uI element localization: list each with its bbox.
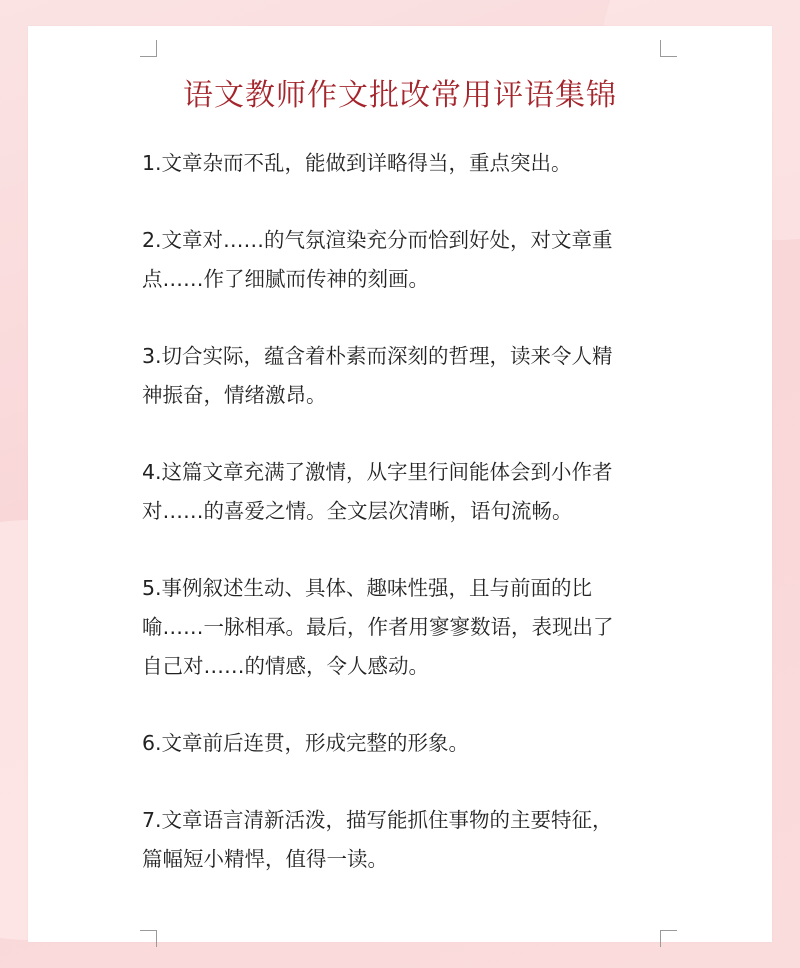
comment-line: 5.事例叙述生动、具体、趣味性强，且与前面的比 [142, 576, 593, 600]
comment-item-6 [142, 724, 682, 763]
comment-line: 1.文章杂而不乱，能做到详略得当，重点突出。 [142, 151, 572, 175]
comment-item-1 [142, 144, 682, 183]
comment-item-5 [142, 569, 682, 686]
comment-item-3 [142, 337, 682, 415]
crop-mark-top-left [140, 40, 157, 57]
document-page [28, 26, 772, 942]
comment-line: 篇幅短小精悍，值得一读。 [142, 847, 388, 871]
crop-mark-top-right [660, 40, 677, 57]
comment-line: 6.文章前后连贯，形成完整的形象。 [142, 731, 470, 755]
crop-mark-bottom-right [660, 930, 677, 947]
comment-line: 对……的喜爱之情。全文层次清晰，语句流畅。 [142, 499, 573, 523]
comment-list [142, 144, 682, 917]
comment-line: 喻……一脉相承。最后，作者用寥寥数语，表现出了 [142, 615, 614, 639]
comment-item-7 [142, 801, 682, 879]
comment-item-2 [142, 221, 682, 299]
comment-line: 2.文章对……的气氛渲染充分而恰到好处，对文章重 [142, 228, 613, 252]
comment-line: 4.这篇文章充满了激情，从字里行间能体会到小作者 [142, 460, 613, 484]
comment-line: 3.切合实际，蕴含着朴素而深刻的哲理，读来令人精 [142, 344, 613, 368]
crop-mark-bottom-left [140, 930, 157, 947]
comment-line: 神振奋，情绪激昂。 [142, 383, 327, 407]
comment-line: 点……作了细腻而传神的刻画。 [142, 267, 429, 291]
comment-line: 自己对……的情感，令人感动。 [142, 654, 429, 678]
comment-item-4 [142, 453, 682, 531]
page-title: 语文教师作文批改常用评语集锦 [183, 78, 617, 113]
comment-line: 7.文章语言清新活泼，描写能抓住事物的主要特征， [142, 808, 613, 832]
